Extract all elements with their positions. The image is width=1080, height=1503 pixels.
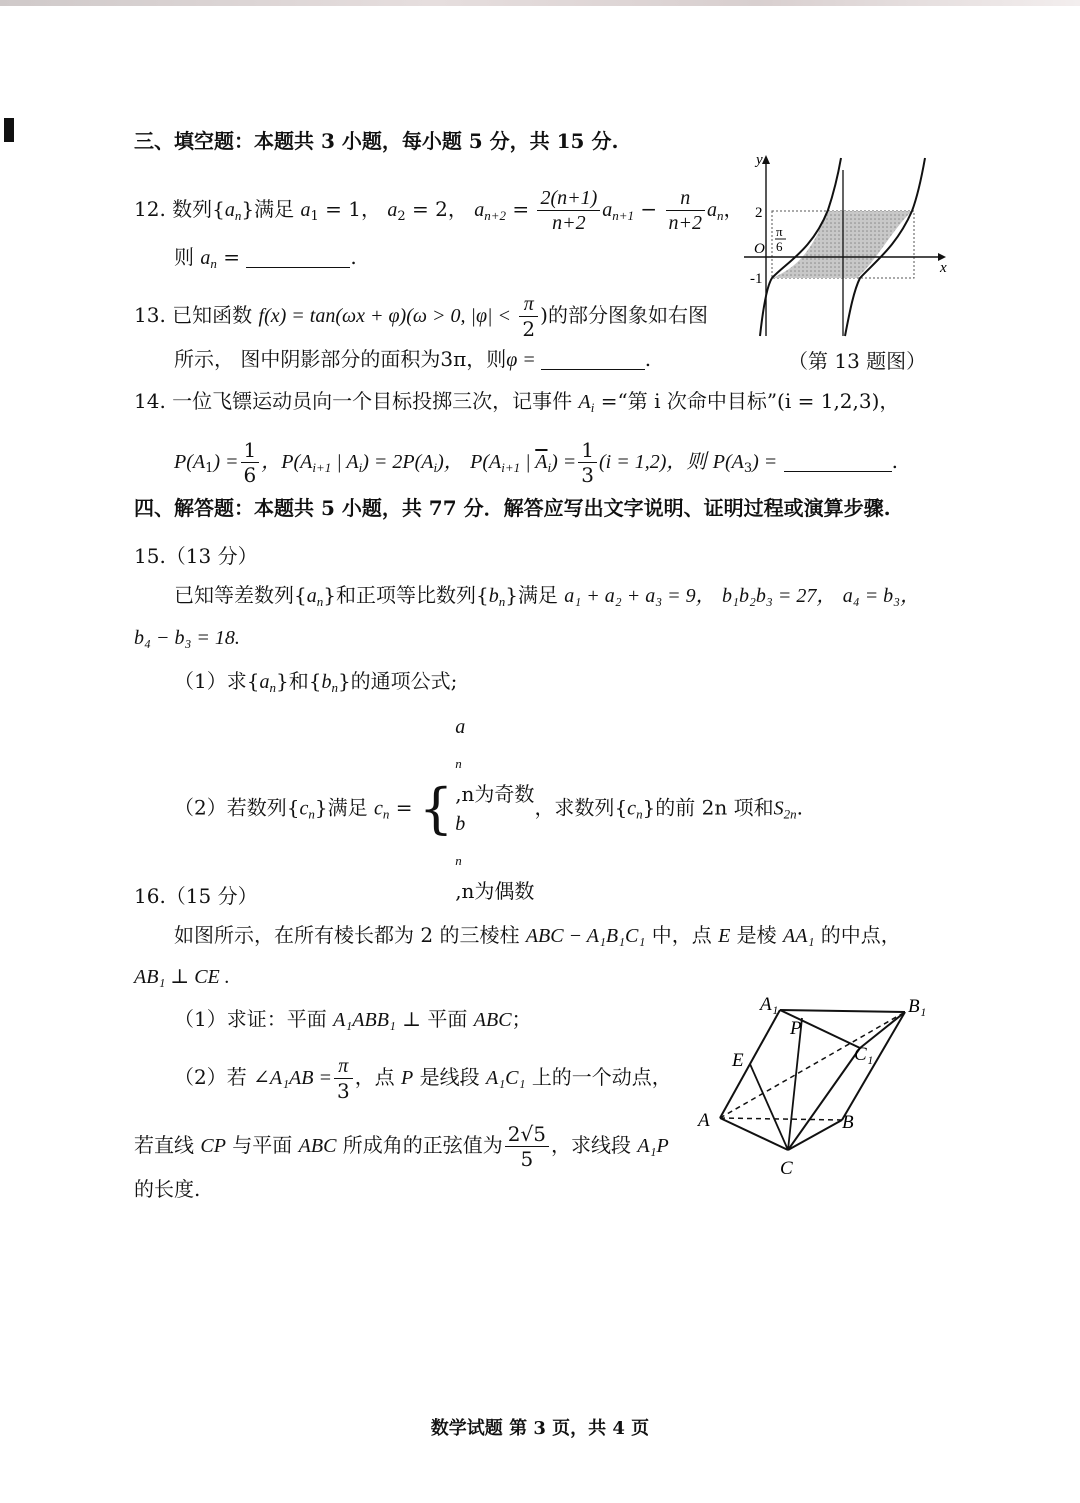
- q12-cond2-sub: 2: [397, 209, 406, 224]
- q16-angle-num: π: [334, 1054, 353, 1079]
- q12-text-mid: 满足: [254, 197, 295, 221]
- label-C1: C₁: [854, 1044, 874, 1065]
- q16-line-d: ，求线段: [550, 1133, 631, 1157]
- q14-p3-sub: i+1: [501, 460, 521, 475]
- q12-text: 数列: [172, 197, 213, 221]
- q12-line2-prefix: 则: [174, 245, 194, 269]
- graph-origin: O: [754, 241, 765, 257]
- q12-frac2-num: n: [666, 186, 706, 211]
- diag-A-B1-hidden: [720, 1012, 905, 1118]
- q15-case1-sub: n: [455, 756, 462, 771]
- q15-case1-var: a: [455, 716, 466, 738]
- q13-func: f(x) = tan(ωx + φ)(ω > 0, |φ| <: [258, 305, 512, 327]
- q14-frac2-num: 1: [578, 438, 597, 463]
- q15-part1-seq-b: b: [321, 671, 332, 693]
- q12-rec-lhs-sub: n+2: [484, 208, 506, 223]
- q14-p4: P(A: [712, 451, 744, 473]
- q15-part2-cn-sub: n: [382, 806, 390, 822]
- q12-ask-eq: =: [216, 245, 247, 269]
- q14-p3-bar-sub: i: [547, 460, 552, 475]
- q15-case2-sub: n: [455, 853, 462, 868]
- q15-case2: [455, 809, 534, 906]
- q12-cond1: a: [300, 199, 311, 221]
- q15-part2-dot: .: [796, 795, 803, 820]
- q12-cond2: a: [387, 199, 398, 221]
- q15-case2-var: b: [455, 813, 466, 835]
- q12-frac1: [537, 186, 600, 235]
- edge-A-C: [720, 1118, 788, 1150]
- q13-line2: 所示， 图中阴影部分的面积为3π，则φ = .: [174, 347, 652, 371]
- q16-stmt-line2: [134, 961, 230, 992]
- q15-case1: [455, 712, 534, 809]
- q14-p2-sub2: i: [358, 460, 363, 475]
- q13-frac-num: π: [519, 292, 538, 317]
- q12-term1-sub: n+1: [612, 208, 635, 223]
- q15-eq1: a₁ + a₂ + a₃ = 9，: [564, 585, 716, 607]
- q15-part2-tail2: 的前 2n 项和: [655, 795, 774, 820]
- q16-ABC: ABC: [298, 1135, 337, 1157]
- q16-angle-den: 3: [336, 1079, 350, 1103]
- q15-stmt-a: 已知等差数列: [174, 583, 294, 607]
- q15-part1-seq-b-sub: n: [331, 680, 338, 695]
- q16-edge: AA₁: [783, 925, 815, 947]
- q14-event: A: [578, 391, 591, 413]
- q13-frac: [519, 292, 538, 341]
- q16-stmt4: 的中点，: [820, 923, 901, 947]
- q13-phi-eq: φ =: [506, 349, 541, 371]
- q15-part2-tail: ，求数列: [534, 795, 615, 820]
- q16-line-sin: [134, 1122, 669, 1171]
- q13-frac-den: 2: [522, 317, 536, 341]
- label-C: C: [780, 1158, 793, 1179]
- q12-answer-blank[interactable]: [246, 267, 350, 268]
- q16-part2-d: 上的一个动点，: [531, 1065, 672, 1089]
- q16-plane1: A₁ABB₁: [333, 1009, 396, 1031]
- edge-C-C1: [788, 1048, 860, 1150]
- q14-frac2: [578, 438, 597, 487]
- q16-angle-frac: [334, 1054, 353, 1103]
- q16-line-c: 所成角的正弦值为: [342, 1133, 503, 1157]
- q16-part2-b: ，点: [354, 1065, 395, 1089]
- q14-text1: 一位飞镖运动员向一个目标投掷三次，记事件: [172, 389, 573, 413]
- label-B: B: [842, 1112, 854, 1133]
- q14-p1-sub: 1: [205, 461, 214, 476]
- q15-part2-seq-sub: n: [308, 806, 315, 822]
- q15-seq-a: a: [306, 585, 317, 607]
- q16-pE: E: [718, 925, 731, 947]
- q13-line2-text: 所示， 图中阴影部分的面积为3π，则: [174, 347, 507, 371]
- label-A1: A₁: [760, 994, 779, 1015]
- q15-eq2: b₁b₂b₃ = 27，: [722, 585, 837, 607]
- q15-part2: （2）若数列$\{c_n\}$满足 $c_n$ = { a $_n$ ,n为奇数 b $_n$ ,n为偶数 ，求数列$\{c_n\}$的前 2n 项和$S_{2n}$.: [174, 712, 803, 906]
- label-P: P: [790, 1018, 802, 1039]
- q12-seq-sub: n: [234, 208, 242, 223]
- q16-prism: ABC − A₁B₁C₁: [525, 925, 646, 947]
- graph-tick-6: 6: [776, 239, 783, 254]
- q16-stmt-line1: [174, 920, 901, 951]
- q12-term2-sub: n: [717, 208, 724, 223]
- q15-seq-b: b: [488, 585, 499, 607]
- q14-p2-mid: | A: [331, 451, 359, 473]
- q15-part2-label: （2）若数列: [174, 795, 287, 820]
- q14-p2: ，P(A: [261, 451, 313, 473]
- q14-number: 14.: [134, 389, 166, 413]
- q14-line2: $P(A_1)$ = $\frac{1}{6}$ ，$P(A_{i+1}$ | $A_i) = 2P(A_i)$， $P(A_{i+1}$ | $\overline{A}_i$) = $\frac{1}{3}$ (i = 1,2)，则 $P(A_3)$ = .: [174, 438, 898, 487]
- graph-tick-neg1: -1: [750, 271, 763, 287]
- q15-seq-b-sub: n: [498, 594, 506, 609]
- scan-registration-mark: [4, 118, 14, 142]
- q14-line1: [134, 386, 899, 423]
- q16-CP: CP: [200, 1135, 226, 1157]
- q16-last: 的长度.: [134, 1177, 201, 1201]
- q13-line1: [134, 292, 708, 341]
- q16-perp: AB₁ ⊥ CE .: [134, 966, 230, 988]
- q16-part2-c: 是线段: [419, 1065, 480, 1089]
- q14-frac1-den: 6: [243, 463, 257, 487]
- q12-number: 12.: [134, 197, 166, 221]
- edge-A-B-hidden: [720, 1118, 842, 1120]
- q15-part2-seq-2: c: [627, 797, 637, 820]
- q14-answer-blank[interactable]: [784, 471, 892, 472]
- q13-answer-blank[interactable]: [541, 369, 645, 370]
- q14-p3: P(A: [470, 451, 502, 473]
- q16-seg: A₁C₁: [485, 1067, 526, 1089]
- q14-p1-close: ) =: [213, 451, 239, 473]
- q12-frac2-den: n+2: [668, 212, 703, 234]
- q15-part1-label: （1）求: [174, 669, 247, 693]
- q16-plane2: ABC: [473, 1009, 512, 1031]
- q15-header: 15.（13 分）: [134, 544, 258, 568]
- label-E: E: [732, 1050, 744, 1071]
- q16-stmt2: 中，点: [651, 923, 712, 947]
- graph-x-label: x: [940, 260, 947, 276]
- q14-event-sub: i: [590, 400, 595, 415]
- q12-rec-lhs: a: [474, 199, 485, 221]
- q12-cond2-val: = 2，: [405, 197, 468, 221]
- q16-line-a: 若直线: [134, 1133, 194, 1157]
- edge-C-B: [788, 1120, 842, 1150]
- graph-tick-2: 2: [755, 205, 763, 221]
- q16-part1-label: （1）求证：平面: [174, 1007, 327, 1031]
- q12-line2: 则 $a_n$ = .: [174, 245, 357, 271]
- q16-part1: [174, 1004, 532, 1035]
- y-axis-arrow: [762, 155, 770, 164]
- q15-stmt-b: 和正项等比数列: [335, 583, 476, 607]
- q12-term1: a: [602, 199, 613, 221]
- q14-p2-close: )，: [437, 451, 464, 473]
- q13-text1: 已知函数: [172, 303, 253, 327]
- q16-sin-den: 5: [520, 1147, 534, 1171]
- q15-cases: [455, 712, 534, 906]
- q15-part2-S-sub: 2n: [783, 806, 797, 822]
- q15-part2-seq: c: [299, 797, 309, 820]
- q16-part1-mid: ⊥ 平面: [395, 1007, 474, 1031]
- edge-A1-B1: [780, 1010, 905, 1012]
- scan-top-edge: [0, 0, 1080, 6]
- q16-line-b: 与平面: [232, 1133, 293, 1157]
- section4-heading: 四、解答题：本题共 5 小题，共 77 分．解答应写出文字说明、证明过程或演算步骤.: [134, 496, 891, 520]
- q13-text2: )的部分图象如右图: [540, 303, 708, 327]
- q16-sin-num: 2√5: [505, 1122, 549, 1147]
- q14-frac1: [241, 438, 260, 487]
- q14-p2-sub: i+1: [312, 460, 332, 475]
- q16-sin-frac: [505, 1122, 549, 1171]
- q15-part2-S: S: [773, 797, 784, 820]
- edge-B-B1: [842, 1012, 905, 1120]
- q13-tan-graph: [742, 150, 954, 340]
- q15-part1-seq-a: a: [259, 671, 270, 693]
- q15-stmt-line2: [134, 622, 240, 653]
- q12-seq: a: [224, 199, 235, 221]
- graph-y-label: y: [756, 152, 763, 168]
- q15-stmt-c: 满足: [517, 583, 558, 607]
- q16-part2-a: （2）若: [174, 1065, 247, 1089]
- q12-frac1-num: 2(n+1): [537, 186, 600, 211]
- q13-caption: （第 13 题图）: [788, 349, 927, 373]
- q14-text2: =“第 i 次命中目标”(i = 1,2,3)，: [594, 389, 900, 413]
- q15-part1-end: 的通项公式;: [350, 669, 458, 693]
- q16-header: 16.（15 分）: [134, 884, 258, 908]
- q15-cases-brace: {: [418, 777, 454, 840]
- q15-stmt-line1: 已知等差数列$\{a_n\}$和正项等比数列$\{b_n\}$满足 a₁ + a₂ + a₃ = 9， b₁b₂b₃ = 27， a₄ = b₃，: [174, 583, 921, 609]
- q15-part2-mid: 满足: [327, 795, 368, 820]
- q14-p3-bar: $\overline{A}$: [535, 451, 548, 473]
- section3-heading: 三、填空题：本题共 3 小题，每小题 5 分，共 15 分.: [134, 129, 619, 153]
- q14-frac1-num: 1: [241, 438, 260, 463]
- q15-part1: （1）求$\{a_n\}$和$\{b_n\}$的通项公式;: [174, 669, 458, 695]
- page-footer: 数学试题 第 3 页，共 4 页: [430, 1418, 650, 1439]
- q14-frac2-den: 3: [581, 463, 594, 487]
- q15-case1-text: ,n为奇数: [455, 782, 535, 806]
- q15-part2-cn: c: [373, 797, 383, 820]
- q12-cond1-sub: 1: [310, 209, 319, 224]
- q12-ask-sub: n: [210, 256, 217, 271]
- q12-term2: a: [707, 199, 718, 221]
- label-A: A: [698, 1110, 710, 1131]
- q16-part1-end: ；: [511, 1007, 532, 1031]
- q15-part2-seq-sub-2: n: [636, 806, 643, 822]
- q14-p2-sub3: i: [433, 460, 438, 475]
- q14-p1: P(A: [174, 451, 206, 473]
- q15-part1-mid: 和: [288, 669, 309, 693]
- q14-p3-cond: (i = 1,2)，则: [599, 451, 707, 473]
- graph-tick-pi: π: [776, 224, 783, 239]
- q15-seq-a-sub: n: [316, 594, 324, 609]
- q16-part2: [174, 1054, 672, 1103]
- q12-frac2: [666, 186, 706, 235]
- q13-number: 13.: [134, 303, 166, 327]
- q16-stmt1: 如图所示，在所有棱长都为 2 的三棱柱: [174, 923, 520, 947]
- edge-B1-C1: [860, 1012, 905, 1048]
- q14-p3-close: ) =: [551, 451, 577, 473]
- q15-eq4: b₄ − b₃ = 18.: [134, 627, 240, 649]
- q15-eq3: a₄ = b₃，: [842, 585, 921, 607]
- label-B1: B₁: [908, 996, 927, 1017]
- q14-p2-rest: ) = 2P(A: [362, 451, 434, 473]
- q16-prism-figure: [690, 990, 940, 1180]
- q12-line1: 12. 数列$\{a_n\}$满足 $a_1 = 1$， $a_2 = 2$， $a_{n+2}$ = $\frac{2(n+1)}{n+2}$ $a_{n+1}$ − $\frac{n}{n+2}$ $a_n$，: [134, 187, 744, 234]
- q12-ask: a: [200, 247, 211, 269]
- q14-p4-close: ) =: [752, 451, 778, 473]
- q12-cond1-val: = 1，: [318, 197, 381, 221]
- q14-p4-sub: 3: [743, 461, 753, 476]
- q16-A1P: A₁P: [637, 1135, 669, 1157]
- seg-C-E: [750, 1064, 788, 1150]
- q12-frac1-den: n+2: [552, 212, 586, 234]
- q16-stmt3: 是棱: [736, 923, 777, 947]
- q15-case2-text: ,n为偶数: [455, 879, 535, 903]
- q16-angle: ∠A₁AB =: [253, 1067, 332, 1089]
- q16-pP: P: [401, 1067, 414, 1089]
- q15-part1-seq-a-sub: n: [269, 680, 276, 695]
